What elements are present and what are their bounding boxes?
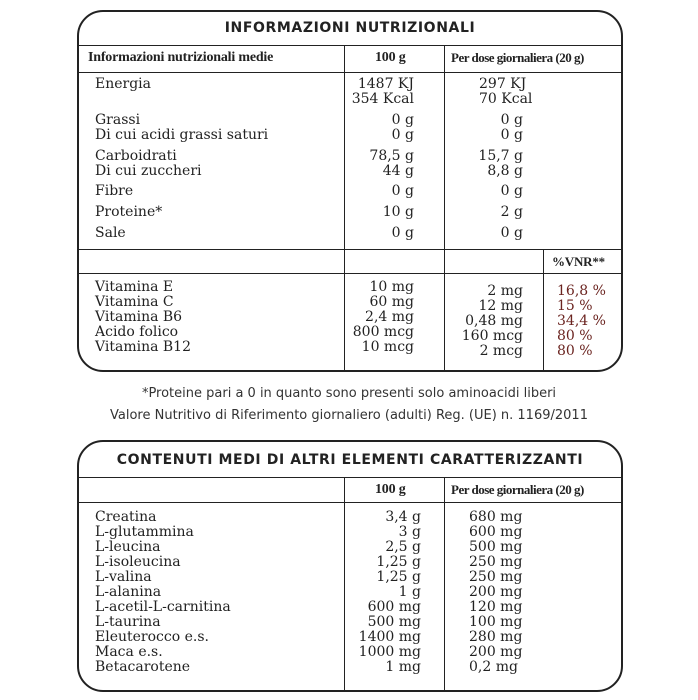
- column-divider: [444, 45, 445, 372]
- column-divider: [344, 477, 345, 692]
- vitamin-100g-values: 10 mg 60 mg 2,4 mg 800 mcg 10 mcg: [352, 279, 414, 355]
- divider: [79, 249, 621, 250]
- row-dose-carbs: 15,7 g 8,8 g: [478, 148, 523, 179]
- row-label-energy: Energia: [95, 76, 151, 92]
- row-100g-carbs: 78,5 g 44 g: [369, 148, 414, 179]
- row-100g-fibre: 0 g: [391, 183, 414, 199]
- header-100g: 100 g: [375, 482, 406, 497]
- other-elements-panel: [77, 440, 623, 692]
- element-dose-values: 680 mg 600 mg 500 mg 250 mg 250 mg 200 mg 120 mg 100 mg 280 mg 200 mg 0,2 mg: [469, 509, 523, 675]
- header-100g: 100 g: [375, 50, 406, 65]
- panel-title: INFORMAZIONI NUTRIZIONALI: [224, 20, 476, 36]
- row-label-fibre: Fibre: [95, 183, 134, 199]
- element-labels: Creatina L-glutammina L-leucina L-isoleucina L-valina L-alanina L-acetil-L-carnitina L-taurina Eleuterocco e.s. Maca e.s. Betacarotene: [95, 509, 231, 675]
- vitamin-dose-values: 2 mg 12 mg 0,48 mg 160 mcg 2 mcg: [461, 283, 523, 359]
- divider: [79, 72, 621, 73]
- row-100g-salt: 0 g: [391, 225, 414, 241]
- row-label-protein: Proteine*: [95, 204, 163, 220]
- divider: [79, 45, 621, 46]
- vitamin-vnr-values: 16,8 % 15 % 34,4 % 80 % 80 %: [557, 283, 606, 359]
- row-100g-fats: 0 g 0 g: [391, 112, 414, 143]
- footnote-protein: *Proteine pari a 0 in quanto sono presenti solo aminoacidi liberi: [141, 386, 557, 401]
- divider: [79, 273, 621, 274]
- row-label-fats: Grassi Di cui acidi grassi saturi: [95, 112, 269, 143]
- row-dose-protein: 2 g: [500, 204, 523, 220]
- row-dose-energy: 297 KJ 70 Kcal: [479, 76, 533, 107]
- row-label-carbs: Carboidrati Di cui zuccheri: [95, 148, 202, 179]
- row-label-salt: Sale: [95, 225, 126, 241]
- vitamin-labels: Vitamina E Vitamina C Vitamina B6 Acido folico Vitamina B12: [95, 279, 191, 355]
- divider: [79, 502, 621, 503]
- element-100g-values: 3,4 g 3 g 2,5 g 1,25 g 1,25 g 1 g 600 mg 500 mg 1400 mg 1000 mg 1 mg: [358, 509, 421, 675]
- column-divider: [444, 477, 445, 692]
- header-daily-dose: Per dose giornaliera (20 g): [451, 482, 584, 497]
- header-daily-dose: Per dose giornaliera (20 g): [451, 50, 584, 65]
- header-vnr: %VNR**: [552, 254, 605, 269]
- row-100g-protein: 10 g: [382, 204, 414, 220]
- row-dose-fats: 0 g 0 g: [500, 112, 523, 143]
- panel-title: CONTENUTI MEDI DI ALTRI ELEMENTI CARATTERIZZANTI: [116, 452, 584, 468]
- column-divider: [543, 249, 544, 372]
- nutrition-facts-panel: [77, 10, 623, 372]
- header-average-info: Informazioni nutrizionali medie: [88, 50, 274, 65]
- row-dose-salt: 0 g: [500, 225, 523, 241]
- row-dose-fibre: 0 g: [500, 183, 523, 199]
- row-100g-energy: 1487 KJ 354 Kcal: [351, 76, 414, 107]
- footnote-vnr: Valore Nutritivo di Riferimento giornaliero (adulti) Reg. (UE) n. 1169/2011: [110, 408, 588, 423]
- divider: [79, 477, 621, 478]
- column-divider: [344, 45, 345, 372]
